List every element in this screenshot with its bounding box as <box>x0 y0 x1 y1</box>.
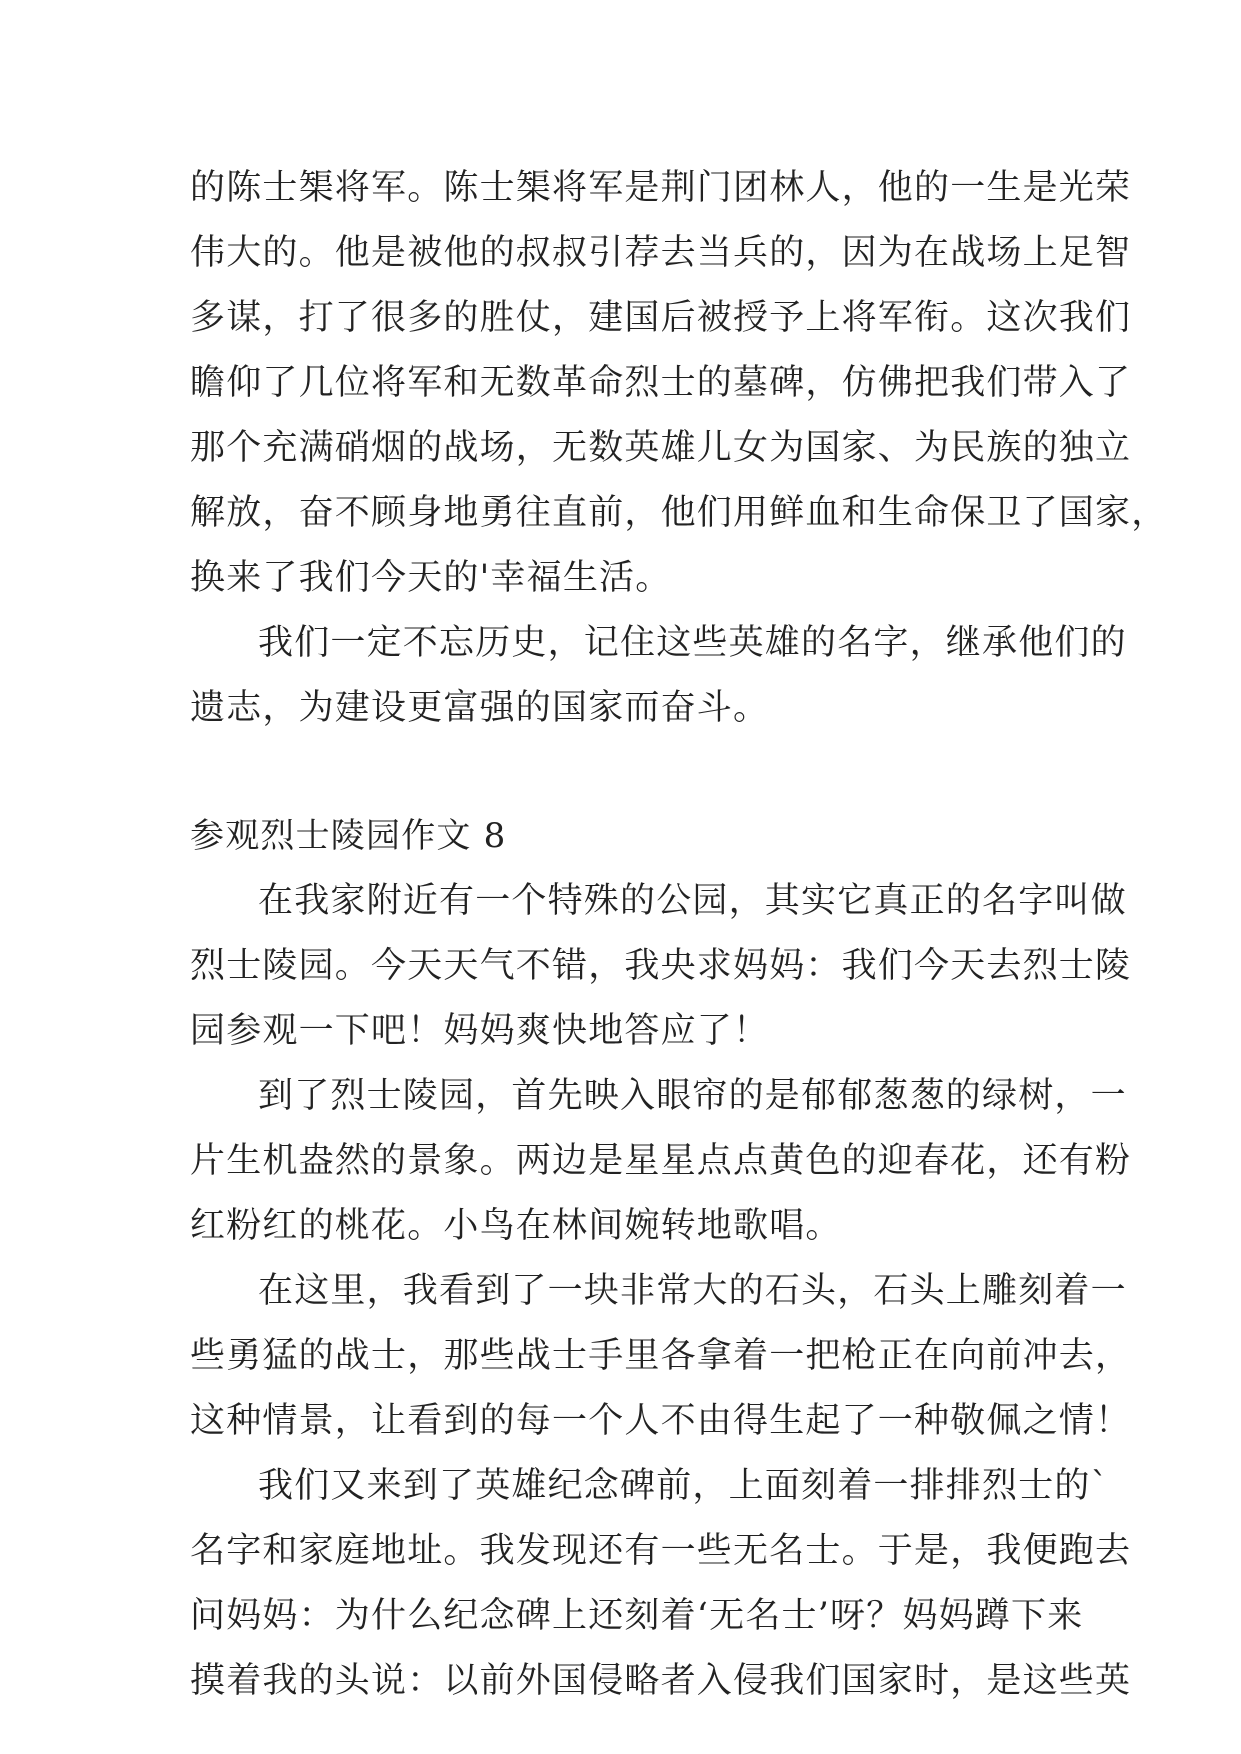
text-line: 园参观一下吧！妈妈爽快地答应了！ <box>190 1011 770 1051</box>
text-line: 那个充满硝烟的战场，无数英雄儿女为国家、为民族的独立 <box>190 428 1132 468</box>
text-line: 解放，奋不顾身地勇往直前，他们用鲜血和生命保卫了国家， <box>190 493 1168 533</box>
text-line: 换来了我们今天的'幸福生活。 <box>190 558 672 598</box>
paragraph <box>190 1454 1132 1714</box>
text-line: 烈士陵园。今天天气不错，我央求妈妈：我们今天去烈士陵 <box>190 946 1132 986</box>
text-line: 瞻仰了几位将军和无数革命烈士的墓碑，仿佛把我们带入了 <box>190 363 1132 403</box>
text-line: 名字和家庭地址。我发现还有一些无名士。于是，我便跑去 <box>190 1531 1132 1571</box>
text-line: 到了烈士陵园，首先映入眼帘的是郁郁葱葱的绿树，一 <box>258 1076 1127 1116</box>
text-line: 的陈士榘将军。陈士榘将军是荆门团林人，他的一生是光荣 <box>190 168 1132 208</box>
text-line: 我们一定不忘历史，记住这些英雄的名字，继承他们的 <box>258 623 1127 663</box>
text-line: 红粉红的桃花。小鸟在林间婉转地歌唱。 <box>190 1206 842 1246</box>
text-line: 遗志，为建设更富强的国家而奋斗。 <box>190 688 770 728</box>
section-heading <box>190 804 1052 869</box>
paragraph <box>190 1064 1132 1259</box>
text-line: 我们又来到了英雄纪念碑前，上面刻着一排排烈士的` <box>258 1466 1110 1506</box>
paragraph <box>190 156 1168 611</box>
text-line: 在这里，我看到了一块非常大的石头，石头上雕刻着一 <box>258 1271 1127 1311</box>
text-line: 些勇猛的战士，那些战士手里各拿着一把枪正在向前冲去， <box>190 1336 1132 1376</box>
text-line: 摸着我的头说：以前外国侵略者入侵我们国家时，是这些英 <box>190 1661 1132 1701</box>
document-body <box>190 156 1168 1714</box>
paragraph <box>190 869 1132 1064</box>
heading-text: 参观烈士陵园作文 8 <box>190 816 507 856</box>
text-line: 在我家附近有一个特殊的公园，其实它真正的名字叫做 <box>258 881 1127 921</box>
text-line: 问妈妈：为什么纪念碑上还刻着‘无名士’呀？妈妈蹲下来 <box>190 1596 1084 1636</box>
text-line: 伟大的。他是被他的叔叔引荐去当兵的，因为在战场上足智 <box>190 233 1132 273</box>
text-line: 这种情景，让看到的每一个人不由得生起了一种敬佩之情！ <box>190 1401 1132 1441</box>
paragraph <box>190 1259 1132 1454</box>
text-line: 多谋，打了很多的胜仗，建国后被授予上将军衔。这次我们 <box>190 298 1132 338</box>
paragraph-gap <box>190 741 1052 804</box>
text-line: 片生机盎然的景象。两边是星星点点黄色的迎春花，还有粉 <box>190 1141 1132 1181</box>
paragraph <box>190 611 1127 741</box>
